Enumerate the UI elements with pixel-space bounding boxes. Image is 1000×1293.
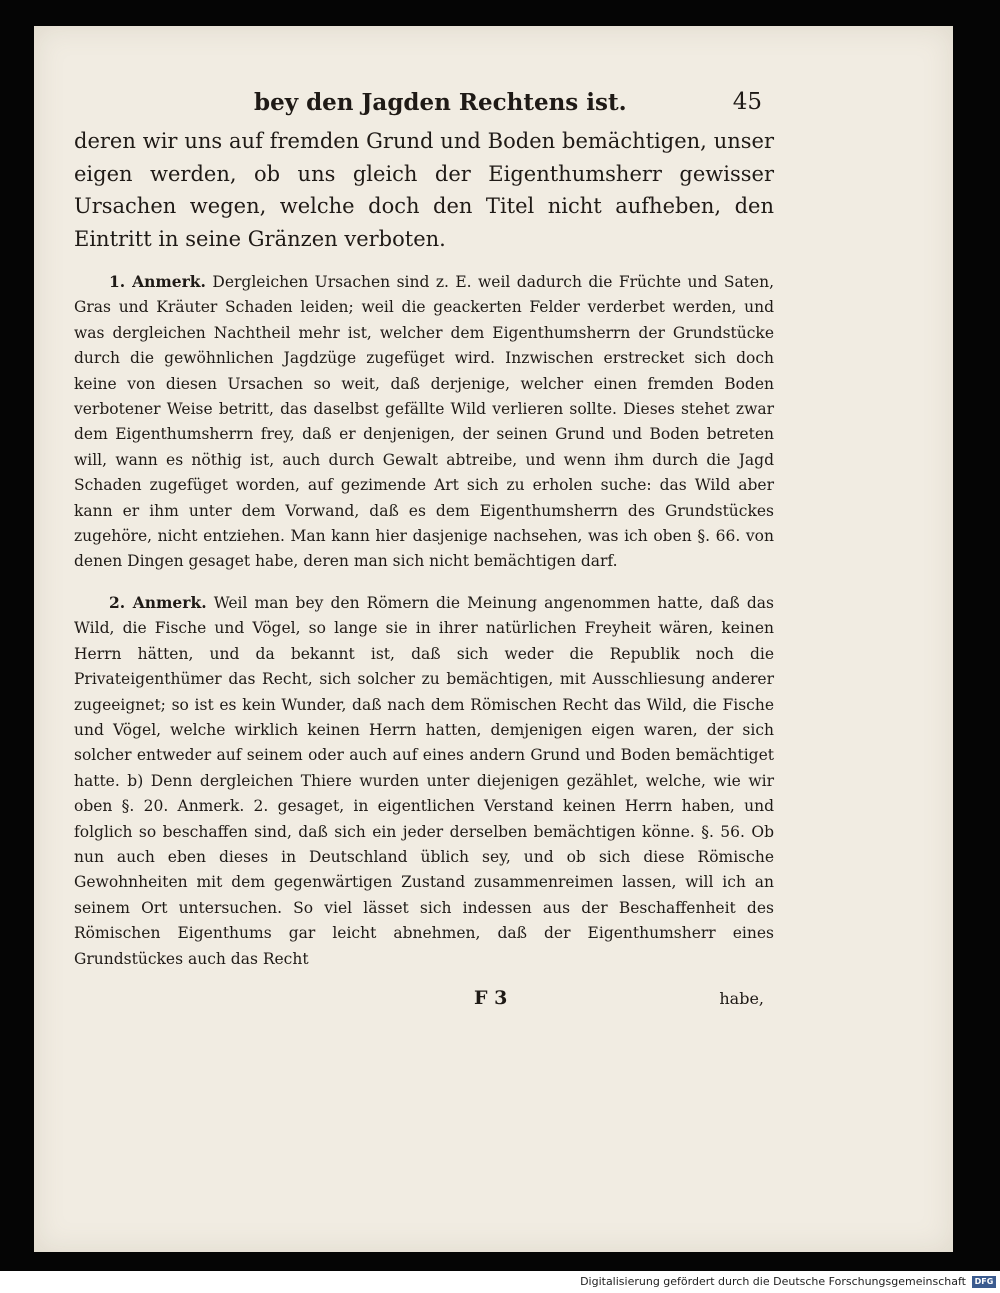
note-2-label: 2. Anmerk. bbox=[109, 592, 207, 612]
book-page bbox=[34, 26, 953, 1252]
page-footer bbox=[74, 987, 774, 1017]
credit-bar bbox=[0, 1271, 1000, 1293]
credit-text: Digitalisierung gefördert durch die Deutsche Forschungsgemeinschaft bbox=[580, 1275, 966, 1288]
note-1 bbox=[74, 269, 774, 575]
note-1-label: 1. Anmerk. bbox=[109, 272, 206, 291]
page-number: 45 bbox=[732, 89, 762, 115]
main-paragraph: deren wir uns auf fremden Grund und Boden bemächtigen, unser eigen werden, ob uns gleich der Eigenthumsherr gewisser Ursachen wegen, welche doch den Titel nicht aufheben, den Eintritt in seine Gränzen verboten. bbox=[74, 129, 774, 251]
running-head bbox=[74, 81, 774, 125]
dfg-logo-icon: DFG bbox=[972, 1276, 996, 1288]
signature-mark: F 3 bbox=[474, 986, 508, 1009]
running-head-title: bey den Jagden Rechtens ist. bbox=[254, 89, 627, 116]
note-1-text: Dergleichen Ursachen sind z. E. weil dadurch die Früchte und Saten, Gras und Kräuter Schaden leiden; weil die geackerten Felder verderbet werden, und was dergleichen Nachtheil mehr ist, welcher dem Eigenthumsherrn der Grundstücke durch die gewöhnlichen Jagdzüge zugefüget wird. Inzwischen erstrecket sich doch keine von diesen Ursachen so weit, daß derjenige, welcher einen fremden Boden verbotener Weise betritt, das daselbst gefällte Wild verlieren sollte. Dieses stehet zwar dem Eigenthumsherrn frey, daß er denjenigen, der seinen Grund und Boden betreten will, wann es nöthig ist, auch durch Gewalt abtreibe, und wenn ihm durch die Jagd Schaden zugefüget worden, auf gezimende Art sich zu erholen suche: das Wild aber kann er ihm unter dem Vorwand, daß es dem Eigenthumsherrn des Grundstückes zugehöre, nicht entziehen. Man kann hier dasjenige nachsehen, was ich oben §. 66. von denen Dingen gesaget habe, deren man sich nicht bemächtigen darf. bbox=[74, 273, 774, 571]
catchword: habe, bbox=[719, 988, 764, 1008]
page-content bbox=[74, 81, 774, 1017]
note-2 bbox=[74, 590, 774, 972]
note-2-text: Weil man bey den Römern die Meinung angenommen hatte, daß das Wild, die Fische und Vögel, so lange sie in ihrer natürlichen Freyheit wären, keinen Herrn hätten, und da bekannt ist, daß sich weder die Republik noch die Privateigenthümer das Recht, sich solcher zu bemächtigen, mit Ausschliesung anderer zugeeignet; so ist es kein Wunder, daß nach dem Römischen Recht das Wild, die Fische und Vögel, welche wirklich keinen Herrn hatten, demjenigen eigen waren, der sich solcher entweder auf seinem oder auch auf eines andern Grund und Boden bemächtiget hatte. b) Denn dergleichen Thiere wurden unter diejenigen gezählet, welche, wie wir oben §. 20. Anmerk. 2. gesaget, in eigentlichen Verstand keinen Herrn haben, und folglich so beschaffen sind, daß sich ein jeder derselben bemächtigen könne. §. 56. Ob nun auch eben dieses in Deutschland üblich sey, und ob sich diese Römische Gewohnheiten mit dem gegenwärtigen Zustand zusammenreimen lassen, will ich an seinem Ort untersuchen. So viel lässet sich indessen aus der Beschaffenheit des Römischen Eigenthums gar leicht abnehmen, daß der Eigenthumsherr eines Grundstückes auch das Recht bbox=[74, 593, 774, 968]
